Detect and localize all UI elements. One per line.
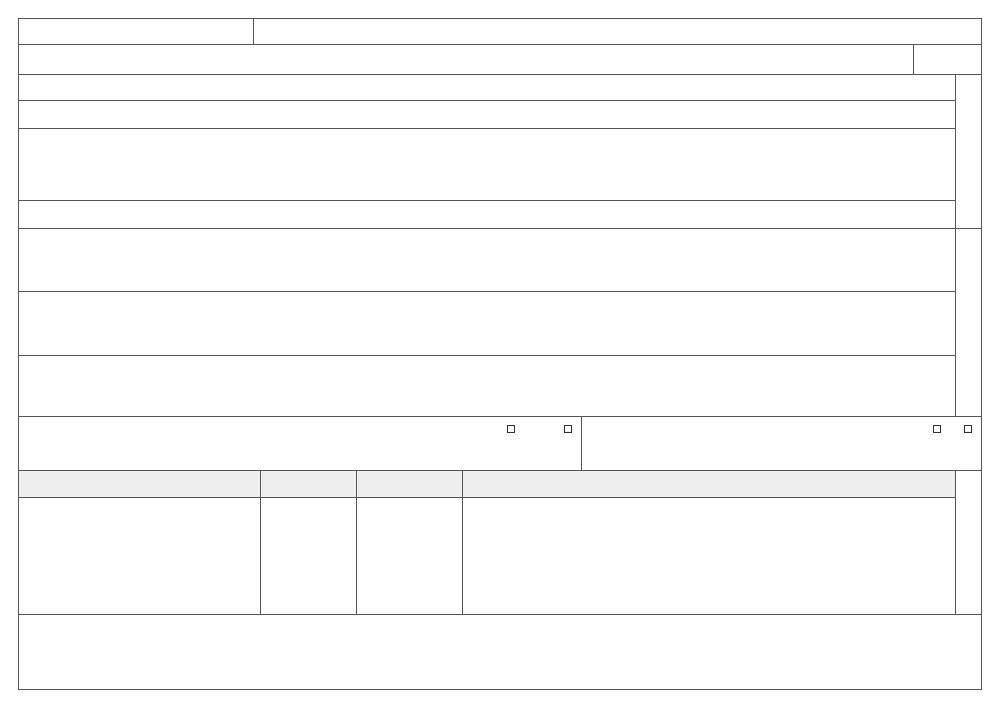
start-row <box>19 75 955 101</box>
stage-notify <box>19 229 955 292</box>
col-time-header <box>261 471 357 497</box>
specs-block <box>19 75 981 229</box>
cost-column <box>19 471 261 614</box>
time-column <box>260 471 357 614</box>
service-sheet <box>18 18 982 690</box>
internal-has-checkbox[interactable] <box>964 425 972 433</box>
external-has-checkbox[interactable] <box>564 425 572 433</box>
description-text-cell <box>19 45 913 74</box>
external-links-cell <box>19 417 581 470</box>
links-block <box>19 417 981 471</box>
service-id-cell <box>19 19 255 44</box>
stage-request <box>19 291 955 356</box>
description-row <box>19 45 981 75</box>
col-steps-header <box>463 471 955 497</box>
steps-block <box>19 471 981 615</box>
external-none-checkbox[interactable] <box>507 425 515 433</box>
specs-side-label-cell <box>955 75 981 228</box>
steps-side-label-cell <box>955 471 981 614</box>
docs-column <box>356 471 463 614</box>
header-row <box>19 19 981 45</box>
description-label-cell <box>913 45 981 74</box>
docs-row <box>19 101 955 129</box>
col-docs-header <box>357 471 463 497</box>
access-side-label-cell <box>955 229 981 416</box>
internal-none-checkbox[interactable] <box>933 425 941 433</box>
service-title-cell <box>253 19 981 44</box>
access-block <box>19 229 981 417</box>
laws-row <box>19 129 955 201</box>
col-cost-header <box>19 471 261 497</box>
stage-deliver <box>19 355 955 417</box>
steps-column <box>462 471 955 614</box>
internal-links-cell <box>581 417 981 470</box>
visits-row <box>19 201 955 229</box>
